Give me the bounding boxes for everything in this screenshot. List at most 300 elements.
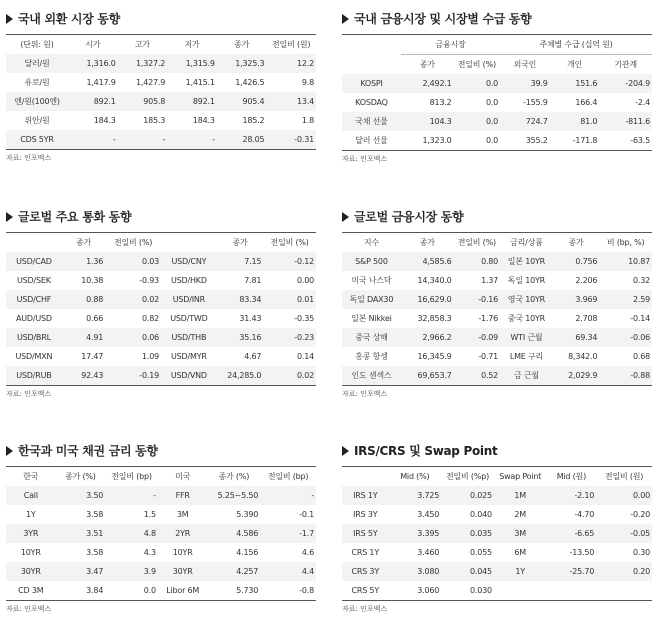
table-cell: -25.70: [547, 562, 597, 581]
table-cell: 4,585.6: [401, 252, 454, 271]
table-cell: 4.67: [244, 352, 262, 361]
table-cell: 69.34: [553, 328, 600, 347]
table-cell: 10.38: [81, 276, 104, 285]
column-header: 종가 (%): [56, 467, 106, 487]
table-cell: -0.05: [596, 524, 652, 543]
column-header: (단위: 원): [6, 35, 68, 55]
table-cell: 0.0: [485, 98, 499, 107]
table-cell: 3.969: [553, 290, 600, 309]
table-cell: 3.50: [56, 486, 106, 505]
table-cell: 1,325.3: [217, 54, 267, 73]
table-cell: 2YR: [158, 524, 208, 543]
table-cell: 0.02: [105, 290, 161, 309]
table-cell: 39.9: [500, 74, 550, 93]
source-note: 자료: 인포맥스: [6, 390, 52, 398]
table-cell: -6.65: [547, 524, 597, 543]
table-cell: 2.708: [575, 314, 598, 323]
table-cell: 금 근월: [500, 366, 553, 386]
table-cell: 3M: [176, 510, 189, 519]
table-row: [342, 74, 652, 93]
column-header: 고가: [118, 35, 168, 55]
column-header: [6, 233, 62, 253]
table-cell: -0.06: [599, 328, 652, 347]
table-row: [342, 505, 652, 524]
table-cell: 7.81: [244, 276, 262, 285]
table-cell: 185.2: [242, 116, 265, 125]
table-row: [6, 54, 316, 73]
column-header: 종가: [217, 233, 264, 253]
header-row: [6, 467, 316, 487]
triangle-bullet-icon: [6, 14, 13, 24]
header-row: [342, 55, 652, 75]
column-header: Mid (원): [547, 467, 597, 487]
table-cell: -: [167, 130, 217, 150]
table-cell: 0.88: [62, 290, 105, 309]
table-cell: 3.58: [86, 510, 104, 519]
table-cell: 2.206: [575, 276, 598, 285]
currency-section: [6, 208, 316, 399]
table-cell: 0.03: [105, 252, 161, 271]
table-cell: 12.2: [266, 54, 316, 73]
table-cell: -2.4: [635, 98, 650, 107]
group-header-row: [342, 35, 652, 55]
table-cell: 892.1: [68, 92, 118, 111]
column-header: 전일비 (bp): [105, 467, 158, 487]
table-cell: -1.76: [478, 314, 499, 323]
table-row: [342, 524, 652, 543]
table-cell: -0.8: [260, 581, 316, 601]
column-header: 금리/상품: [500, 233, 553, 253]
table-cell: 0.0: [454, 112, 501, 131]
column-header: 지수: [342, 233, 401, 253]
column-header: 한국: [6, 467, 56, 487]
table-cell: -0.14: [630, 314, 650, 323]
table-cell: USD/VND: [161, 366, 217, 386]
flows-table: [342, 34, 652, 151]
table-cell: -0.71: [478, 352, 499, 361]
column-header: 전일비 (bp): [260, 467, 316, 487]
header-row: [342, 467, 652, 487]
table-cell: Call: [6, 486, 56, 505]
table-cell: 2,966.2: [401, 328, 454, 347]
table-cell: 4.91: [62, 328, 105, 347]
table-cell: 3.395: [389, 524, 442, 543]
column-header: 종가: [217, 35, 267, 55]
table-cell: -0.88: [599, 366, 652, 386]
flows-title: 국내 금융시장 및 시장별 수급 동향: [342, 10, 652, 28]
table-row: [6, 347, 316, 366]
table-row: [342, 131, 652, 151]
table-cell: 1,426.5: [235, 78, 265, 87]
table-row: [342, 309, 652, 328]
triangle-bullet-icon: [6, 212, 13, 222]
table-cell: 2M: [514, 510, 527, 519]
source-note: 자료: 인포맥스: [342, 605, 388, 613]
column-header: Swap Point: [494, 467, 547, 487]
bonds-section: [6, 442, 316, 614]
column-header: [161, 233, 217, 253]
table-row: [6, 290, 316, 309]
table-row: [342, 347, 652, 366]
table-cell: CRS 3Y: [342, 562, 389, 581]
table-cell: 0.0: [454, 74, 501, 93]
table-cell: USD/SEK: [17, 276, 51, 285]
table-cell: USD/TWD: [170, 314, 208, 323]
column-header: 비 (bp, %): [599, 233, 652, 253]
group-header-cell: 금융시장: [401, 35, 500, 55]
table-cell: 4.586: [207, 524, 260, 543]
table-row: [6, 271, 316, 290]
table-cell: -0.31: [266, 130, 316, 150]
table-cell: 1,415.1: [185, 78, 215, 87]
table-cell: 중국 10YR: [507, 314, 546, 323]
table-cell: -: [118, 130, 168, 150]
table-cell: 92.43: [62, 366, 105, 386]
table-cell: 0.00: [296, 276, 314, 285]
table-cell: KOSDAQ: [355, 98, 388, 107]
table-cell: 0.52: [454, 366, 501, 386]
table-cell: -: [105, 486, 158, 505]
table-cell: 0.32: [632, 276, 650, 285]
table-cell: -0.20: [630, 510, 650, 519]
table-cell: 17.47: [81, 352, 104, 361]
table-cell: 2.59: [599, 290, 652, 309]
table-cell: 3.58: [86, 548, 104, 557]
table-cell: USD/CAD: [6, 252, 62, 271]
table-cell: 0.06: [105, 328, 161, 347]
table-cell: 1,315.9: [167, 54, 217, 73]
table-cell: 151.6: [550, 74, 600, 93]
table-cell: 3.450: [417, 510, 440, 519]
table-cell: 13.4: [266, 92, 316, 111]
table-cell: 3.725: [389, 486, 442, 505]
table-cell: 184.3: [192, 116, 215, 125]
header-row: [6, 35, 316, 55]
swap-table: [342, 466, 652, 601]
table-cell: 10.87: [599, 252, 652, 271]
flows-section: [342, 10, 652, 164]
table-cell: 185.3: [143, 116, 166, 125]
table-cell: 0.0: [454, 131, 501, 151]
table-cell: 16,629.0: [401, 290, 454, 309]
column-header: 미국: [158, 467, 208, 487]
table-cell: -0.35: [294, 314, 314, 323]
table-cell: FFR: [158, 486, 208, 505]
triangle-bullet-icon: [342, 14, 349, 24]
table-cell: 5.730: [207, 581, 260, 601]
table-row: [342, 581, 652, 601]
group-header-cell: 주체별 수급 (십억 원): [500, 35, 652, 55]
column-header: 전일비 (%p): [441, 467, 494, 487]
table-cell: 30YR: [158, 562, 208, 581]
table-row: [342, 271, 652, 290]
table-cell: 30YR: [6, 562, 56, 581]
table-row: [342, 543, 652, 562]
table-cell: 5.390: [236, 510, 259, 519]
table-cell: -0.12: [263, 252, 316, 271]
table-cell: 2,492.1: [401, 74, 454, 93]
table-cell: 10YR: [172, 548, 193, 557]
table-cell: IRS 3Y: [353, 510, 378, 519]
swap-section: [342, 442, 652, 614]
table-cell: 2,029.9: [553, 366, 600, 386]
table-cell: 724.7: [500, 112, 550, 131]
bonds-title: 한국과 미국 채권 금리 동향: [6, 442, 316, 460]
table-cell: 7.15: [217, 252, 264, 271]
table-cell: 인도 센섹스: [342, 366, 401, 386]
table-cell: USD/RUB: [6, 366, 62, 386]
table-cell: -811.6: [599, 112, 652, 131]
table-cell: AUD/USD: [15, 314, 52, 323]
table-row: [6, 543, 316, 562]
table-cell: -155.9: [523, 98, 548, 107]
swap-title: IRS/CRS 및 Swap Point: [342, 442, 652, 460]
table-cell: -0.09: [454, 328, 501, 347]
table-cell: 일본 Nikkei: [351, 314, 392, 323]
table-cell: 3.84: [56, 581, 106, 601]
table-cell: -2.10: [547, 486, 597, 505]
column-header: [342, 467, 389, 487]
table-cell: USD/BRL: [6, 328, 62, 347]
table-cell: 0.025: [441, 486, 494, 505]
table-row: [6, 581, 316, 601]
table-cell: KOSPI: [342, 74, 401, 93]
table-cell: 0.68: [632, 352, 650, 361]
table-cell: 4.3: [143, 548, 156, 557]
table-cell: 3.9: [105, 562, 158, 581]
table-cell: 0.80: [454, 252, 501, 271]
table-cell: 미국 나스닥: [351, 276, 392, 285]
table-cell: 83.34: [217, 290, 264, 309]
column-header: 종가: [401, 55, 454, 75]
table-cell: 1.36: [62, 252, 105, 271]
table-cell: USD/MYR: [171, 352, 207, 361]
table-cell: 4.6: [301, 548, 314, 557]
column-header: 전일비 (%): [263, 233, 316, 253]
table-cell: 166.4: [575, 98, 598, 107]
table-cell: 3M: [494, 524, 547, 543]
table-row: [6, 366, 316, 386]
table-cell: 3.060: [389, 581, 442, 601]
table-cell: 1,427.9: [136, 78, 166, 87]
column-header: 전일비 (원): [266, 35, 316, 55]
table-cell: 3.51: [56, 524, 106, 543]
table-cell: 0.14: [296, 352, 314, 361]
table-cell: 1,316.0: [68, 54, 118, 73]
table-cell: WTI 근월: [500, 328, 553, 347]
table-cell: 1,327.2: [118, 54, 168, 73]
table-cell: CRS 5Y: [342, 581, 389, 601]
source-note: 자료: 인포맥스: [342, 155, 388, 163]
table-cell: 3YR: [6, 524, 56, 543]
table-cell: 813.2: [429, 98, 452, 107]
table-cell: 1.09: [141, 352, 159, 361]
table-cell: 0.0: [105, 581, 158, 601]
table-cell: [547, 581, 597, 601]
table-cell: 16,345.9: [417, 352, 452, 361]
header-row: [342, 233, 652, 253]
table-cell: LME 구리: [509, 352, 544, 361]
table-cell: 3.460: [417, 548, 440, 557]
source-note: 자료: 인포맥스: [342, 390, 388, 398]
column-header: [342, 55, 401, 75]
table-cell: 1.8: [301, 116, 314, 125]
table-row: [342, 93, 652, 112]
table-cell: -0.93: [139, 276, 159, 285]
column-header: 종가 (%): [207, 467, 260, 487]
currency-title: 글로벌 주요 통화 동향: [6, 208, 316, 226]
fx-table: [6, 34, 316, 150]
table-cell: 엔/원(100엔): [6, 92, 68, 111]
table-cell: 4.257: [207, 562, 260, 581]
table-cell: USD/CHF: [6, 290, 62, 309]
table-cell: -13.50: [569, 548, 595, 557]
table-cell: S&P 500: [342, 252, 401, 271]
table-cell: 3.080: [389, 562, 442, 581]
table-cell: 5.25~5.50: [207, 486, 260, 505]
table-row: [342, 290, 652, 309]
table-cell: [494, 581, 547, 601]
column-header: 기관계: [599, 55, 652, 75]
source-note: 자료: 인포맥스: [6, 154, 52, 162]
table-cell: Libor 6M: [158, 581, 208, 601]
table-cell: 3.47: [56, 562, 106, 581]
table-cell: 중국 상해: [342, 328, 401, 347]
table-cell: 독일 10YR: [507, 276, 546, 285]
table-cell: USD/INR: [161, 290, 217, 309]
table-row: [6, 111, 316, 130]
table-cell: 14,340.0: [417, 276, 452, 285]
table-cell: 0.035: [441, 524, 494, 543]
table-cell: 1,417.9: [86, 78, 116, 87]
bonds-table: [6, 466, 316, 601]
table-row: [342, 486, 652, 505]
table-row: [342, 328, 652, 347]
column-header: Mid (%): [389, 467, 442, 487]
header-row: [6, 233, 316, 253]
table-cell: 905.8: [118, 92, 168, 111]
table-cell: 0.20: [596, 562, 652, 581]
table-cell: 영국 10YR: [500, 290, 553, 309]
table-cell: -4.70: [574, 510, 595, 519]
table-cell: 0.00: [596, 486, 652, 505]
table-cell: -0.19: [105, 366, 161, 386]
column-header: 종가: [62, 233, 105, 253]
triangle-bullet-icon: [342, 212, 349, 222]
table-cell: 1.37: [481, 276, 499, 285]
table-cell: 4.156: [236, 548, 259, 557]
table-cell: -0.16: [454, 290, 501, 309]
table-cell: 81.0: [550, 112, 600, 131]
table-cell: 0.045: [441, 562, 494, 581]
table-cell: 일본 10YR: [500, 252, 553, 271]
table-cell: 독일 DAX30: [342, 290, 401, 309]
table-cell: -0.23: [263, 328, 316, 347]
table-cell: USD/CNY: [161, 252, 217, 271]
source-note: 자료: 인포맥스: [6, 605, 52, 613]
table-cell: 31.43: [239, 314, 262, 323]
table-row: [6, 524, 316, 543]
table-cell: 6M: [514, 548, 527, 557]
table-cell: -63.5: [599, 131, 652, 151]
column-header: 개인: [550, 55, 600, 75]
table-cell: 0.02: [263, 366, 316, 386]
table-cell: -: [68, 130, 118, 150]
column-header: 종가: [401, 233, 454, 253]
table-row: [342, 366, 652, 386]
triangle-bullet-icon: [6, 446, 13, 456]
currency-table: [6, 232, 316, 386]
table-row: [342, 562, 652, 581]
group-header-cell: [342, 35, 401, 55]
table-cell: 0.66: [86, 314, 104, 323]
table-cell: -0.1: [299, 510, 314, 519]
column-header: 종가: [553, 233, 600, 253]
table-row: [6, 92, 316, 111]
table-cell: 4.4: [260, 562, 316, 581]
table-row: [6, 252, 316, 271]
table-cell: -204.9: [599, 74, 652, 93]
table-cell: 1M: [494, 486, 547, 505]
table-cell: 104.3: [401, 112, 454, 131]
table-cell: -: [260, 486, 316, 505]
table-cell: 184.3: [93, 116, 116, 125]
table-row: [6, 130, 316, 150]
table-cell: IRS 5Y: [342, 524, 389, 543]
table-cell: 1.5: [143, 510, 156, 519]
triangle-bullet-icon: [342, 446, 349, 456]
table-cell: 위안/원: [24, 116, 50, 125]
table-cell: 9.8: [301, 78, 314, 87]
table-cell: 32,858.3: [417, 314, 452, 323]
table-cell: 905.4: [217, 92, 267, 111]
column-header: 전일비 (원): [596, 467, 652, 487]
table-cell: 24,285.0: [217, 366, 264, 386]
table-cell: -1.7: [260, 524, 316, 543]
table-row: [6, 486, 316, 505]
table-cell: 0.040: [469, 510, 492, 519]
global-table: [342, 232, 652, 386]
column-header: 시가: [68, 35, 118, 55]
column-header: 전일비 (%): [454, 233, 501, 253]
table-row: [6, 73, 316, 92]
fx-section: [6, 10, 316, 163]
table-cell: 10YR: [20, 548, 41, 557]
table-row: [6, 309, 316, 328]
table-cell: 0.82: [141, 314, 159, 323]
table-row: [342, 112, 652, 131]
table-cell: 28.05: [217, 130, 267, 150]
table-cell: -171.8: [550, 131, 600, 151]
table-cell: 8,342.0: [568, 352, 598, 361]
table-row: [6, 505, 316, 524]
global-title: 글로벌 금융시장 동향: [342, 208, 652, 226]
fx-title: 국내 외환 시장 동향: [6, 10, 316, 28]
table-cell: 69,653.7: [401, 366, 454, 386]
table-cell: 1,323.0: [401, 131, 454, 151]
table-cell: 0.055: [469, 548, 492, 557]
table-cell: 유로/원: [24, 78, 50, 87]
table-cell: [596, 581, 652, 601]
table-cell: 국채 선물: [342, 112, 401, 131]
global-section: [342, 208, 652, 399]
table-cell: USD/HKD: [170, 276, 207, 285]
table-row: [342, 252, 652, 271]
table-cell: 1Y: [494, 562, 547, 581]
table-cell: USD/MXN: [15, 352, 53, 361]
table-cell: 홍콩 항셍: [355, 352, 388, 361]
table-cell: 달러 선물: [342, 131, 401, 151]
